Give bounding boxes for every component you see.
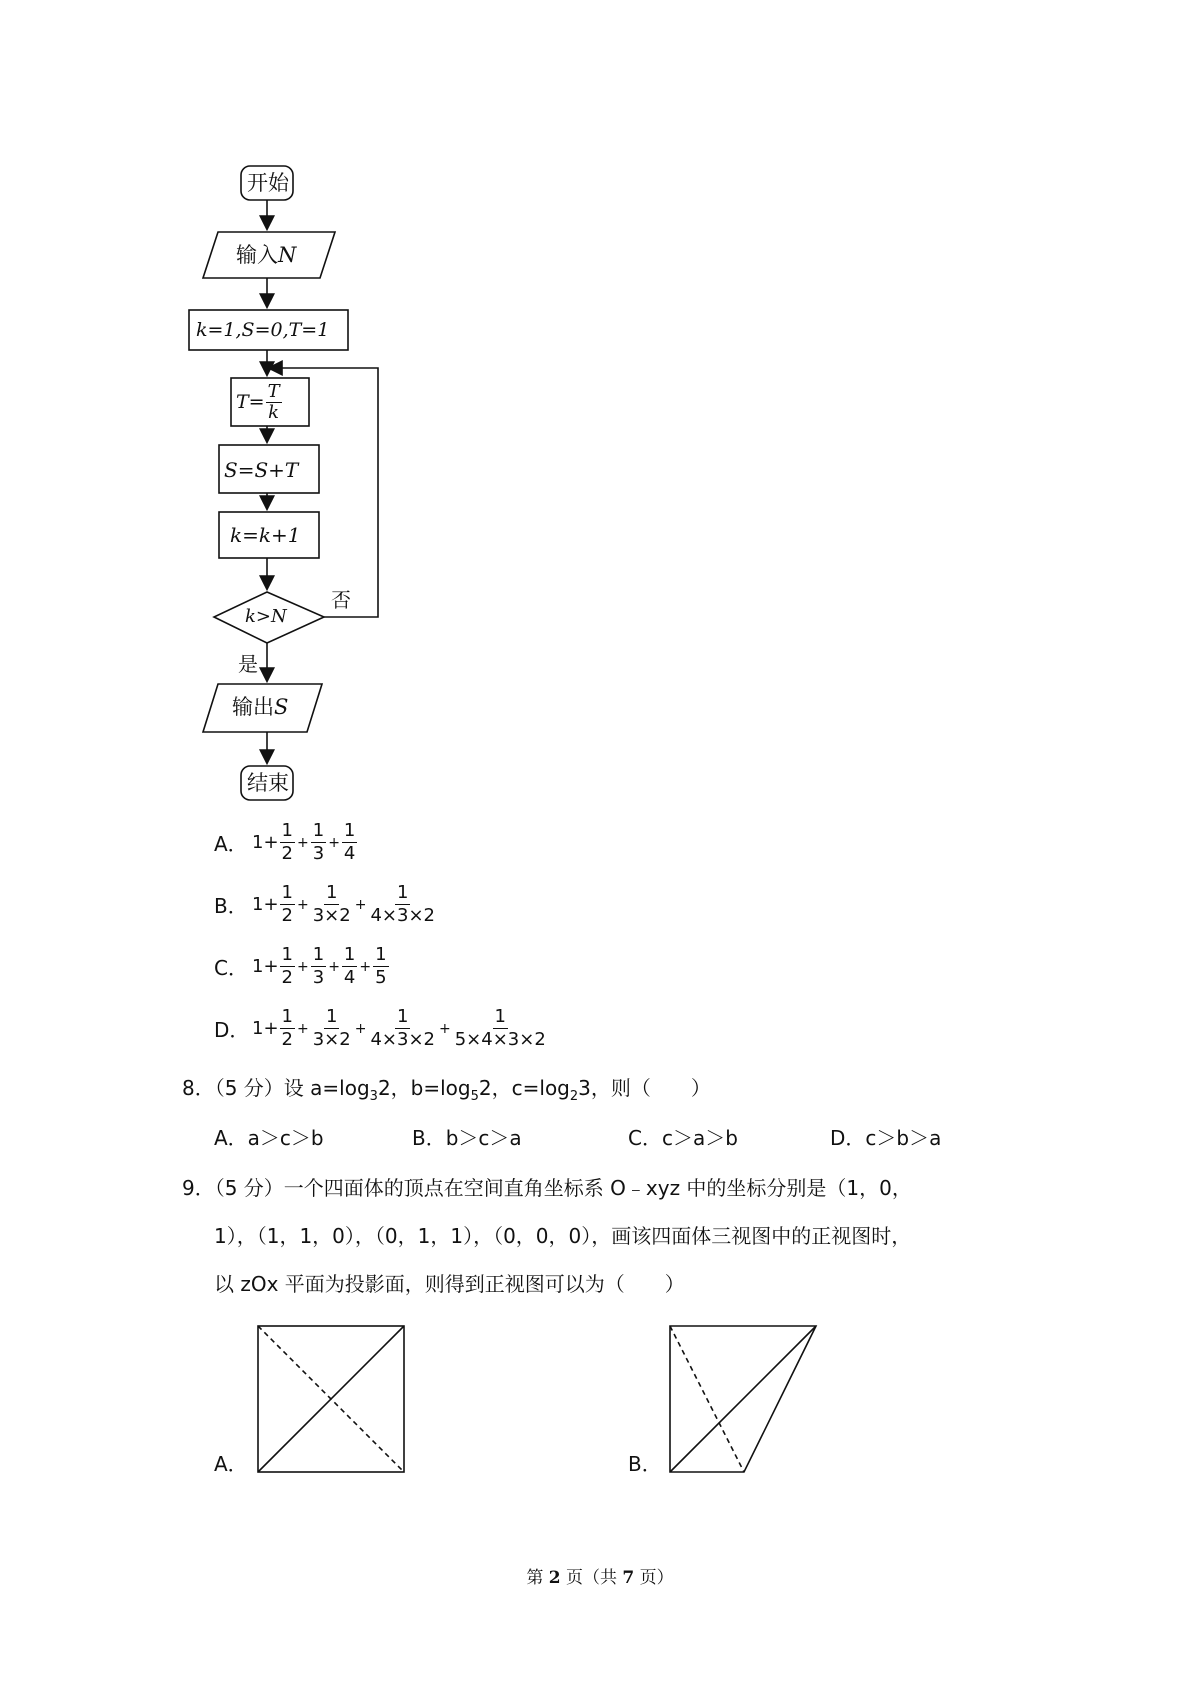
- output-var: S: [274, 695, 289, 719]
- fraction-numerator: 1: [281, 820, 293, 841]
- fraction-denominator: 3: [312, 843, 325, 864]
- q7-option-d[interactable]: [214, 1006, 549, 1051]
- q8-part2: 2，b=log: [377, 1076, 471, 1100]
- start-label: 开始: [247, 171, 289, 195]
- fraction-denominator: 5: [375, 967, 387, 988]
- footer-page-number: 2: [548, 1568, 561, 1588]
- fraction-denominator: 2: [281, 905, 293, 926]
- option-expression: [252, 1006, 549, 1051]
- expression-lead: 1+: [252, 832, 279, 853]
- plus-sign: +: [297, 1020, 309, 1037]
- footer-page-total: 7: [622, 1568, 635, 1588]
- fraction-numerator: 1: [397, 882, 409, 903]
- yes-label: 是: [238, 652, 258, 676]
- q9-option-b-label[interactable]: B．: [628, 1452, 662, 1476]
- q9-figure-b: [662, 1318, 832, 1478]
- fraction-denominator: 4: [343, 843, 356, 864]
- q8-part3: 2，c=log: [478, 1076, 570, 1100]
- footer-pre: 第: [526, 1568, 549, 1588]
- q8-stem: [182, 1076, 711, 1109]
- footer-mid: 页（共: [560, 1568, 623, 1588]
- q9-line-3: 以 zOx 平面为投影面，则得到正视图可以为（ ）: [214, 1272, 685, 1296]
- fraction-numerator: 1: [281, 1006, 293, 1027]
- option-label: D．: [214, 1018, 250, 1042]
- q7-option-a[interactable]: [214, 820, 358, 865]
- fraction-denominator: 4×3×2: [370, 1029, 435, 1050]
- fraction: [311, 820, 326, 865]
- condition-label: k>N: [245, 606, 287, 627]
- expression-lead: 1+: [252, 1018, 279, 1039]
- fraction-denominator: 4: [343, 967, 356, 988]
- fraction: [280, 944, 295, 989]
- fraction: [280, 882, 295, 927]
- fraction: [368, 882, 437, 927]
- q8-option-c[interactable]: C．c＞a＞b: [628, 1126, 738, 1150]
- t-num: T: [267, 380, 280, 402]
- option-label: A．: [214, 832, 248, 856]
- q8-part4: 3，则（ ）: [578, 1076, 711, 1100]
- q9-line-1: 9．（5 分）一个四面体的顶点在空间直角坐标系 O﹣xyz 中的坐标分别是（1，0，: [182, 1176, 912, 1200]
- fraction-numerator: 1: [326, 882, 338, 903]
- plus-sign: +: [328, 958, 340, 975]
- q8-option-b[interactable]: B．b＞c＞a: [412, 1126, 522, 1150]
- fraction-denominator: 3×2: [312, 1029, 351, 1050]
- fraction: [280, 1006, 295, 1051]
- input-label: [236, 243, 296, 267]
- q8-option-a[interactable]: A．a＞c＞b: [214, 1126, 324, 1150]
- fraction-numerator: 1: [312, 820, 325, 841]
- option-label: C．: [214, 956, 248, 980]
- end-label: 结束: [247, 771, 289, 795]
- option-label: B．: [214, 894, 248, 918]
- fraction-denominator: 5×4×3×2: [454, 1029, 546, 1050]
- footer-post: 页）: [634, 1568, 674, 1588]
- option-expression: [252, 882, 438, 927]
- q9-line-2: 1），（1，1，0），（0，1，1），（0，0，0），画该四面体三视图中的正视图时，: [214, 1224, 912, 1248]
- expression-lead: 1+: [252, 894, 279, 915]
- output-label: [232, 695, 288, 719]
- expression-lead: 1+: [252, 956, 279, 977]
- fraction: [342, 944, 357, 989]
- plus-sign: +: [297, 834, 309, 851]
- fraction: [280, 820, 295, 865]
- q8-sub1: 3: [369, 1089, 378, 1104]
- plus-sign: +: [359, 958, 372, 975]
- page-footer: [0, 1563, 1200, 1588]
- option-expression: [252, 944, 390, 989]
- fraction-numerator: 1: [343, 944, 356, 965]
- fraction: [368, 1006, 437, 1051]
- plus-sign: +: [297, 958, 309, 975]
- input-var: N: [278, 243, 297, 267]
- fraction-numerator: 1: [397, 1006, 409, 1027]
- output-text: 输出: [232, 695, 274, 719]
- flowchart: [0, 0, 420, 810]
- input-text: 输入: [236, 243, 278, 267]
- q9-option-a-label[interactable]: A．: [214, 1452, 248, 1476]
- t-lhs: T=: [236, 391, 265, 413]
- q7-option-b[interactable]: [214, 882, 438, 927]
- fraction-denominator: 2: [281, 1029, 293, 1050]
- q7-option-c[interactable]: [214, 944, 390, 989]
- fraction: [311, 1006, 353, 1051]
- t-fraction: [266, 382, 282, 423]
- fraction-denominator: 2: [281, 843, 293, 864]
- t-den: k: [268, 401, 280, 423]
- q8-sub3: 2: [569, 1089, 579, 1104]
- plus-sign: +: [439, 1020, 451, 1037]
- q8-sub2: 5: [470, 1089, 479, 1104]
- fraction: [373, 944, 388, 989]
- fraction-numerator: 1: [326, 1006, 338, 1027]
- fraction-numerator: 1: [281, 882, 293, 903]
- q8-option-d[interactable]: D．c＞b＞a: [830, 1126, 942, 1150]
- plus-sign: +: [297, 896, 309, 913]
- q9-figure-a: [250, 1318, 410, 1478]
- fraction-denominator: 3×2: [312, 905, 351, 926]
- plus-sign: +: [328, 834, 340, 851]
- option-expression: [252, 820, 358, 865]
- k-update-label: k=k+1: [230, 523, 301, 547]
- fraction: [453, 1006, 548, 1051]
- fraction-numerator: 1: [494, 1006, 506, 1027]
- fraction-denominator: 2: [281, 967, 293, 988]
- t-update-label: [236, 380, 283, 424]
- fraction-denominator: 3: [312, 967, 325, 988]
- s-update-label: S=S+T: [224, 458, 299, 482]
- fraction-numerator: 1: [375, 944, 387, 965]
- init-label: k=1,S=0,T=1: [196, 319, 330, 341]
- fraction-denominator: 4×3×2: [370, 905, 435, 926]
- plus-sign: +: [354, 1020, 367, 1037]
- fraction: [311, 882, 353, 927]
- fraction-numerator: 1: [312, 944, 325, 965]
- plus-sign: +: [354, 896, 367, 913]
- q8-prefix: 8．（5 分）设 a=log: [182, 1076, 370, 1100]
- no-label: 否: [331, 588, 351, 612]
- fraction: [342, 820, 357, 865]
- fraction-numerator: 1: [281, 944, 293, 965]
- fraction: [311, 944, 326, 989]
- fraction-numerator: 1: [343, 820, 356, 841]
